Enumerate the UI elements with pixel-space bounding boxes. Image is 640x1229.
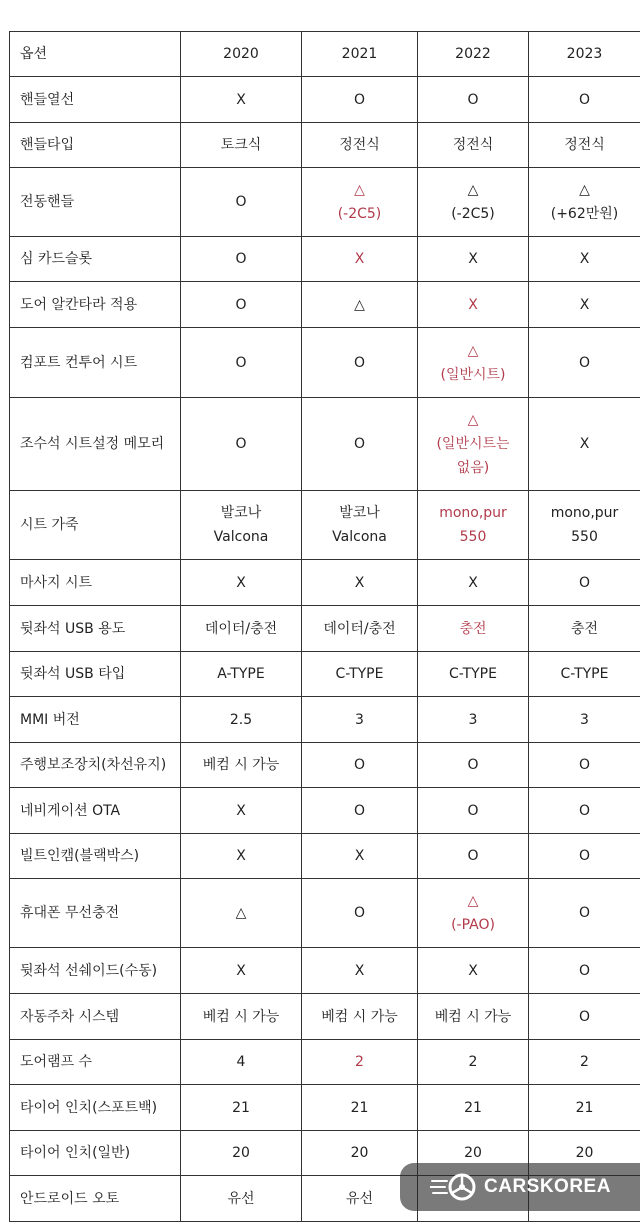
header-year-2022: 2022	[418, 32, 529, 77]
cell-option-label: 뒷좌석 선쉐이드(수동)	[10, 948, 181, 994]
cell-value-2021: 20	[302, 1131, 418, 1176]
cell-value-2020: 21	[181, 1085, 302, 1131]
cell-value-2022: 21	[418, 1085, 529, 1131]
header-option: 옵션	[10, 32, 181, 77]
cell-value-2023: O	[529, 834, 640, 879]
carskorea-logo-icon	[430, 1172, 476, 1202]
cell-value-2021: 발코나 Valcona	[302, 491, 418, 560]
cell-value-2021: X	[302, 948, 418, 994]
cell-value-2022: O	[418, 834, 529, 879]
cell-value-2023: C-TYPE	[529, 652, 640, 697]
table-row	[10, 237, 640, 282]
table-header-row	[10, 32, 640, 77]
cell-value-2020: 2.5	[181, 697, 302, 743]
table-row	[10, 834, 640, 879]
table-row	[10, 606, 640, 652]
cell-value-2021: O	[302, 743, 418, 788]
table-row	[10, 282, 640, 328]
cell-value-2021: O	[302, 879, 418, 948]
cell-option-label: 시트 가죽	[10, 491, 181, 560]
cell-value-2022: X	[418, 282, 529, 328]
cell-value-2021: △ (-2C5)	[302, 168, 418, 237]
cell-value-2020: 데이터/충전	[181, 606, 302, 652]
cell-option-label: 뒷좌석 USB 타입	[10, 652, 181, 697]
cell-value-2021: X	[302, 834, 418, 879]
cell-value-2020: X	[181, 77, 302, 123]
cell-value-2020: O	[181, 237, 302, 282]
cell-value-2020: 4	[181, 1040, 302, 1085]
cell-value-2020: △	[181, 879, 302, 948]
cell-value-2020: 발코나 Valcona	[181, 491, 302, 560]
cell-value-2021: 유선	[302, 1176, 418, 1222]
cell-option-label: 도어 알칸타라 적용	[10, 282, 181, 328]
cell-value-2021: O	[302, 398, 418, 491]
cell-value-2023: 21	[529, 1085, 640, 1131]
cell-value-2020: 베컴 시 가능	[181, 994, 302, 1040]
cell-option-label: 심 카드슬롯	[10, 237, 181, 282]
cell-option-label: 타이어 인치(스포트백)	[10, 1085, 181, 1131]
cell-value-2023: O	[529, 879, 640, 948]
table-row	[10, 328, 640, 398]
cell-option-label: 컴포트 컨투어 시트	[10, 328, 181, 398]
table-row	[10, 994, 640, 1040]
cell-value-2021: 베컴 시 가능	[302, 994, 418, 1040]
table-row	[10, 697, 640, 743]
cell-value-2021: O	[302, 328, 418, 398]
cell-value-2022: mono,pur 550	[418, 491, 529, 560]
cell-value-2021: X	[302, 237, 418, 282]
cell-value-2020: O	[181, 328, 302, 398]
table-row	[10, 879, 640, 948]
header-year-2021: 2021	[302, 32, 418, 77]
cell-value-2021: 데이터/충전	[302, 606, 418, 652]
cell-value-2022: 3	[418, 697, 529, 743]
cell-option-label: 안드로이드 오토	[10, 1176, 181, 1222]
cell-value-2023: X	[529, 237, 640, 282]
table-row	[10, 788, 640, 834]
cell-value-2020: O	[181, 168, 302, 237]
cell-value-2022: C-TYPE	[418, 652, 529, 697]
cell-value-2022: O	[418, 743, 529, 788]
cell-value-2022: △ (일반시트)	[418, 328, 529, 398]
table-row	[10, 1040, 640, 1085]
table-row	[10, 652, 640, 697]
cell-option-label: 뒷좌석 USB 용도	[10, 606, 181, 652]
table-row	[10, 743, 640, 788]
cell-option-label: 핸들타입	[10, 123, 181, 168]
cell-value-2023: O	[529, 788, 640, 834]
cell-value-2020: X	[181, 948, 302, 994]
cell-value-2022: 충전	[418, 606, 529, 652]
cell-value-2020: 베컴 시 가능	[181, 743, 302, 788]
cell-value-2022: △ (일반시트는 없음)	[418, 398, 529, 491]
cell-value-2021: △	[302, 282, 418, 328]
cell-value-2022: 20	[418, 1131, 529, 1176]
table-body	[10, 77, 640, 1222]
cell-value-2021: O	[302, 788, 418, 834]
cell-value-2022: X	[418, 237, 529, 282]
table-row	[10, 1085, 640, 1131]
cell-value-2022: 정전식	[418, 123, 529, 168]
cell-value-2022: X	[418, 560, 529, 606]
cell-option-label: 조수석 시트설정 메모리	[10, 398, 181, 491]
cell-value-2023: 20	[529, 1131, 640, 1176]
cell-value-2020: O	[181, 398, 302, 491]
cell-value-2023: X	[529, 282, 640, 328]
carskorea-watermark	[400, 1163, 640, 1211]
watermark-text: CARSKOREA	[484, 1176, 611, 1197]
cell-value-2023: O	[529, 328, 640, 398]
cell-value-2020: A-TYPE	[181, 652, 302, 697]
table-row	[10, 77, 640, 123]
cell-option-label: 타이어 인치(일반)	[10, 1131, 181, 1176]
cell-option-label: 전동핸들	[10, 168, 181, 237]
cell-option-label: MMI 버전	[10, 697, 181, 743]
cell-value-2021: 정전식	[302, 123, 418, 168]
cell-value-2022: O	[418, 77, 529, 123]
cell-option-label: 핸들열선	[10, 77, 181, 123]
cell-value-2023: 정전식	[529, 123, 640, 168]
table-row	[10, 398, 640, 491]
cell-value-2022: △ (-PAO)	[418, 879, 529, 948]
cell-option-label: 마사지 시트	[10, 560, 181, 606]
cell-value-2021: 21	[302, 1085, 418, 1131]
cell-value-2020: X	[181, 788, 302, 834]
table-row	[10, 491, 640, 560]
cell-value-2022: △ (-2C5)	[418, 168, 529, 237]
cell-value-2021: 2	[302, 1040, 418, 1085]
table-row	[10, 123, 640, 168]
cell-value-2021: X	[302, 560, 418, 606]
header-year-2023: 2023	[529, 32, 640, 77]
cell-value-2022: 2	[418, 1040, 529, 1085]
cell-value-2020: 유선	[181, 1176, 302, 1222]
cell-value-2023: O	[529, 994, 640, 1040]
cell-option-label: 빌트인캠(블랙박스)	[10, 834, 181, 879]
cell-value-2020: 20	[181, 1131, 302, 1176]
cell-value-2023: 2	[529, 1040, 640, 1085]
cell-value-2022: X	[418, 948, 529, 994]
cell-value-2021: C-TYPE	[302, 652, 418, 697]
options-comparison-table	[9, 31, 640, 1222]
cell-value-2023: O	[529, 77, 640, 123]
cell-option-label: 네비게이션 OTA	[10, 788, 181, 834]
header-year-2020: 2020	[181, 32, 302, 77]
cell-value-2023: O	[529, 743, 640, 788]
cell-value-2020: 토크식	[181, 123, 302, 168]
cell-value-2023: X	[529, 398, 640, 491]
cell-value-2020: X	[181, 834, 302, 879]
cell-value-2023: O	[529, 560, 640, 606]
cell-value-2023: 충전	[529, 606, 640, 652]
table-row	[10, 948, 640, 994]
cell-value-2021: 3	[302, 697, 418, 743]
cell-value-2020: X	[181, 560, 302, 606]
cell-value-2022: O	[418, 788, 529, 834]
table-row	[10, 560, 640, 606]
cell-value-2023: O	[529, 948, 640, 994]
cell-value-2023: △ (+62만원)	[529, 168, 640, 237]
table-row	[10, 168, 640, 237]
cell-option-label: 도어램프 수	[10, 1040, 181, 1085]
cell-option-label: 자동주차 시스템	[10, 994, 181, 1040]
cell-option-label: 주행보조장치(차선유지)	[10, 743, 181, 788]
cell-option-label: 휴대폰 무선충전	[10, 879, 181, 948]
cell-value-2023: 3	[529, 697, 640, 743]
cell-value-2023: mono,pur 550	[529, 491, 640, 560]
cell-value-2021: O	[302, 77, 418, 123]
cell-value-2022: 베컴 시 가능	[418, 994, 529, 1040]
cell-value-2020: O	[181, 282, 302, 328]
